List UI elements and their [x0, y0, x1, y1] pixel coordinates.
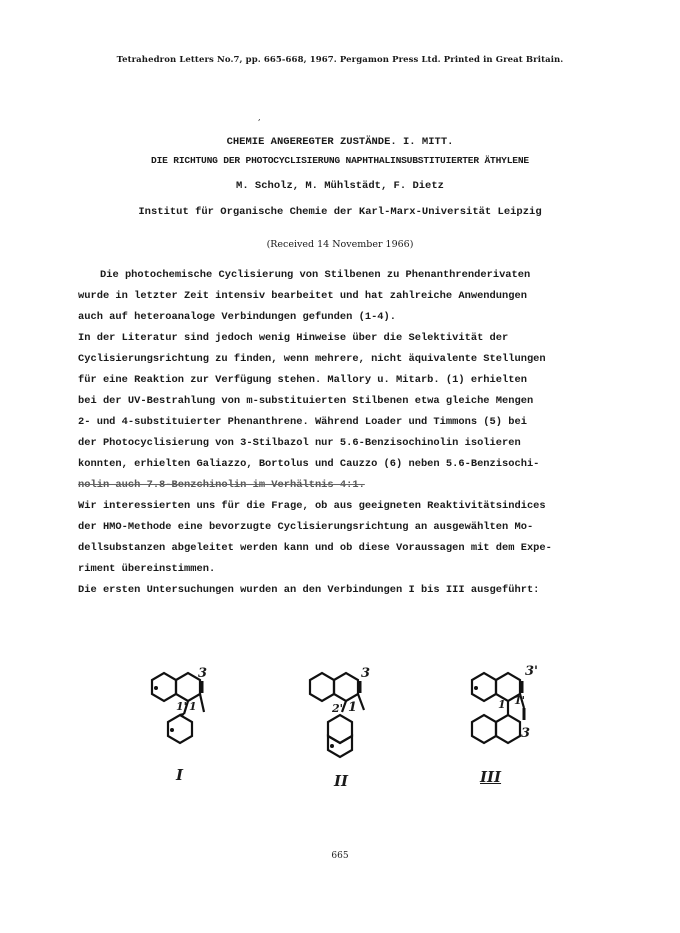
body-line: auch auf heteroanaloge Verbindungen gefunden (1-4).	[78, 311, 397, 323]
body-line: wurde in letzter Zeit intensiv bearbeitet und hat zahlreiche Anwendungen	[78, 290, 527, 302]
body-line: bei der UV-Bestrahlung von m-substituierten Stilbenen etwa gleiche Mengen	[78, 395, 534, 407]
body-line: der HMO-Methode eine bevorzugte Cyclisierungsrichtung an ausgewählten Mo-	[78, 521, 534, 533]
body-line: riment übereinstimmen.	[78, 563, 216, 575]
locant-label: 3	[198, 666, 208, 681]
body-line: der Photocyclisierung von 3-Stilbazol nur 5.6-Benzisochinolin isolieren	[78, 437, 521, 449]
page-number: 665	[331, 851, 349, 861]
authors: M. Scholz, M. Mühlstädt, F. Dietz	[236, 180, 444, 192]
body-line: dellsubstanzen abgeleitet werden kann und ob diese Voraussagen mit dem Expe-	[78, 542, 552, 554]
locant-label: 2'	[332, 702, 344, 715]
body-line: Die ersten Untersuchungen wurden an den Verbindungen I bis III ausgeführt:	[78, 584, 540, 596]
structure-III-drawing	[458, 660, 558, 770]
received-date: (Received 14 November 1966)	[266, 239, 414, 250]
body-line: Cyclisierungsrichtung zu finden, wenn mehrere, nicht äquivalente Stellungen	[78, 353, 546, 365]
structure-label-I: I	[176, 766, 184, 784]
body-text	[78, 265, 618, 601]
structure-figures	[0, 650, 680, 800]
stray-mark: ,	[258, 113, 261, 122]
structure-label-II: II	[334, 772, 349, 790]
article-title-line-2: DIE RICHTUNG DER PHOTOCYCLISIERUNG NAPHTHALINSUBSTITUIERTER ÄTHYLENE	[151, 155, 529, 166]
journal-citation: Tetrahedron Letters No.7, pp. 665-668, 1967. Pergamon Press Ltd. Printed in Great Britain.	[116, 55, 564, 65]
institution: Institut für Organische Chemie der Karl-Marx-Universität Leipzig	[138, 206, 542, 218]
body-line: Wir interessierten uns für die Frage, ob aus geeigneten Reaktivitätsindices	[78, 500, 546, 512]
locant-label: 3	[521, 726, 531, 741]
locant-label: 1'	[176, 700, 188, 713]
locant-label: 1	[348, 700, 358, 715]
body-line-struck: nolin auch 7.8-Benzchinolin im Verhältnis 4:1.	[78, 479, 365, 491]
locant-label: 3	[361, 666, 371, 681]
body-line: 2- und 4-substituierter Phenanthrene. Während Loader und Timmons (5) bei	[78, 416, 527, 428]
structure-label-III: III	[480, 768, 502, 786]
structure-II-drawing	[298, 660, 398, 780]
article-title-line-1: CHEMIE ANGEREGTER ZUSTÄNDE. I. MITT.	[226, 136, 454, 148]
body-line: In der Literatur sind jedoch wenig Hinweise über die Selektivität der	[78, 332, 509, 344]
locant-label: 1	[498, 698, 506, 711]
locant-label: 1	[189, 700, 197, 713]
body-line: Die photochemische Cyclisierung von Stilbenen zu Phenanthrenderivaten	[100, 269, 531, 281]
locant-label: 3'	[525, 664, 539, 679]
structure-I-drawing	[138, 660, 238, 770]
body-line: konnten, erhielten Galiazzo, Bortolus und Cauzzo (6) neben 5.6-Benzisochi-	[78, 458, 540, 470]
body-line: für eine Reaktion zur Verfügung stehen. Mallory u. Mitarb. (1) erhielten	[78, 374, 527, 386]
locant-label: 1'	[514, 694, 526, 707]
